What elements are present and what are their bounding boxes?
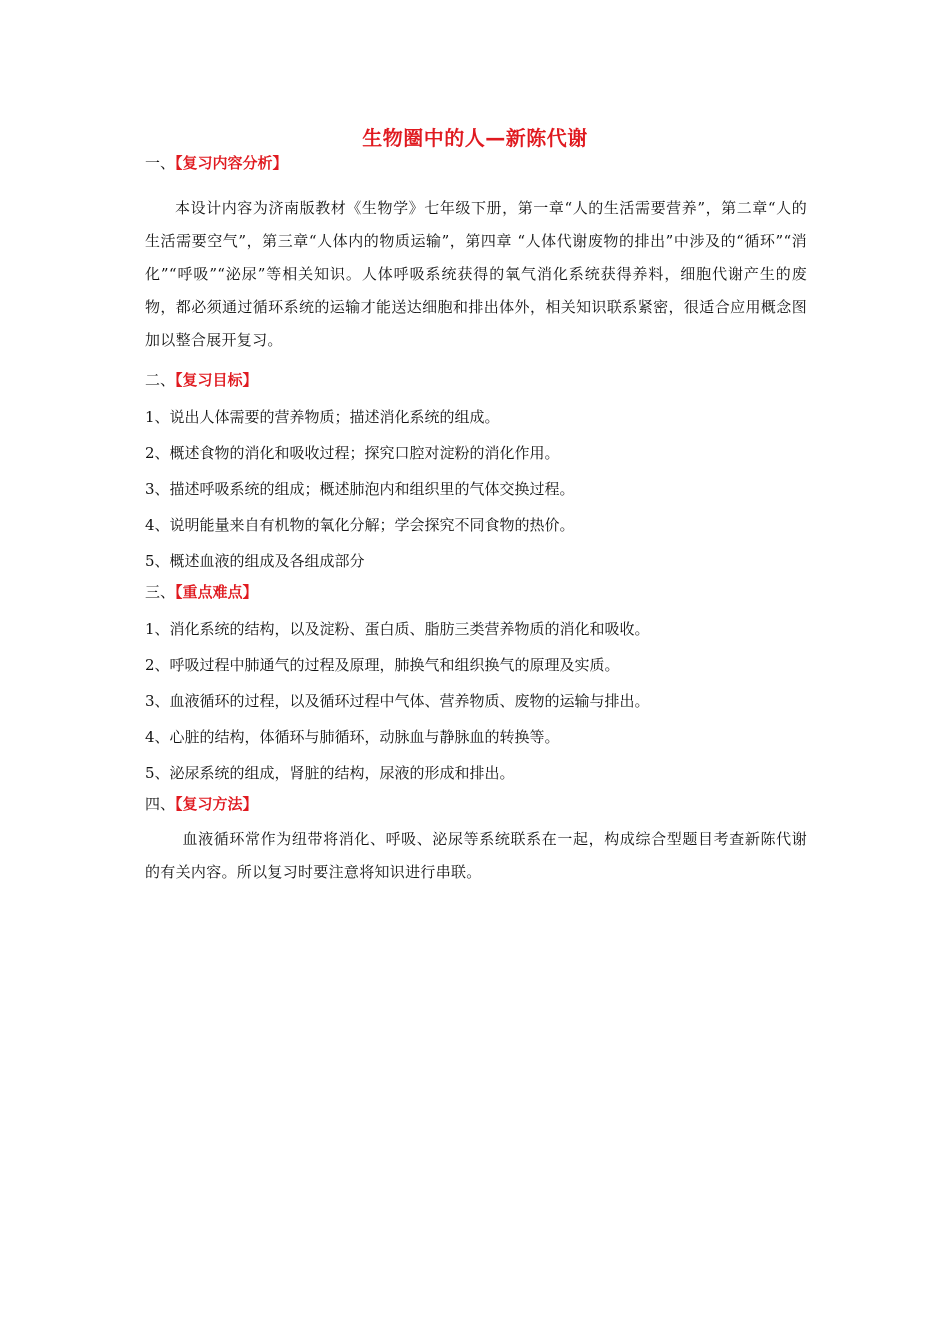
section-heading-3: [145, 579, 807, 605]
list-item: 4、说明能量来自有机物的氧化分解；学会探究不同食物的热价。: [145, 516, 575, 534]
list-item: 4、心脏的结构，体循环与肺循环，动脉血与静脉血的转换等。: [145, 728, 560, 746]
section-label: 【复习内容分析】: [175, 154, 288, 172]
section-label: 【复习目标】: [175, 371, 258, 389]
list-item: 5、泌尿系统的组成，肾脏的结构，尿液的形成和排出。: [145, 764, 515, 782]
section-heading-4: [145, 791, 807, 817]
section-number: 三、: [145, 583, 176, 601]
list-item: 5、概述血液的组成及各组成部分: [145, 552, 365, 570]
list-item: 3、血液循环的过程，以及循环过程中气体、营养物质、废物的运输与排出。: [145, 692, 650, 710]
objectives-list: [145, 399, 807, 579]
document-body: [145, 150, 807, 889]
section-number: 四、: [145, 795, 176, 813]
list-item: 3、描述呼吸系统的组成；概述肺泡内和组织里的气体交换过程。: [145, 480, 575, 498]
list-item: 1、说出人体需要的营养物质；描述消化系统的组成。: [145, 408, 500, 426]
section-label: 【复习方法】: [175, 795, 258, 813]
key-points-list: [145, 611, 807, 791]
list-item: 1、消化系统的结构，以及淀粉、蛋白质、脂肪三类营养物质的消化和吸收。: [145, 620, 650, 638]
list-item: 2、呼吸过程中肺通气的过程及原理，肺换气和组织换气的原理及实质。: [145, 656, 620, 674]
section-number: 一、: [145, 154, 176, 172]
section-label: 【重点难点】: [175, 583, 258, 601]
list-item: 2、概述食物的消化和吸收过程；探究口腔对淀粉的消化作用。: [145, 444, 560, 462]
document-title: 生物圈中的人—新陈代谢: [362, 126, 588, 150]
section-heading-2: [145, 367, 807, 393]
section-heading-1: [145, 150, 807, 176]
section-number: 二、: [145, 371, 176, 389]
section-paragraph-4: 血液循环常作为纽带将消化、呼吸、泌尿等系统联系在一起，构成综合型题目考查新陈代谢的有关内容。所以复习时要注意将知识进行串联。: [145, 830, 807, 881]
section-paragraph-1: 本设计内容为济南版教材《生物学》七年级下册，第一章“人的生活需要营养”，第二章“人的生活需要空气”，第三章“人体内的物质运输”，第四章 “人体代谢废物的排出”中涉及的“循环”“消化”“呼吸”“泌尿”等相关知识。人体呼吸系统获得的氧气消化系统获得养料，细胞代谢产生的废物，都必须通过循环系统的运输才能送达细胞和排出体外，相关知识联系紧密，很适合应用概念图加以整合展开复习。: [145, 199, 807, 349]
